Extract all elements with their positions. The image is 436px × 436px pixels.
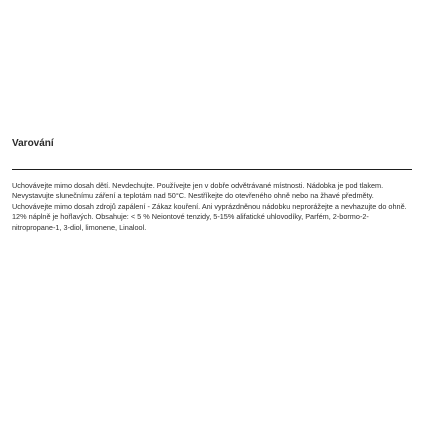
divider <box>12 169 412 170</box>
warning-text: Uchovávejte mimo dosah dětí. Nevdechujte. Používejte jen v dobře odvětrávané místnosti. Nádobka je pod tlakem. Nevystavujte slunečnímu záření a teplotám nad 50°C. Nestříkejte do otevřeného ohně nebo na žhavé předměty. Uchovávejte mimo dosah zdrojů zapálení - Zákaz kouření. Ani vyprázdněnou nádobku neprorážejte a nevhazujte do ohně. 12% náplně je hořlavých. Obsahuje: < 5 % Neiontové tenzidy, 5-15% alifatické uhlovodíky, Parfém, 2-bormo-2-nitropropane-1, 3-diol, limonene, Linalool. <box>12 181 407 232</box>
warning-heading: Varování <box>12 138 54 149</box>
warning-section <box>12 130 420 233</box>
